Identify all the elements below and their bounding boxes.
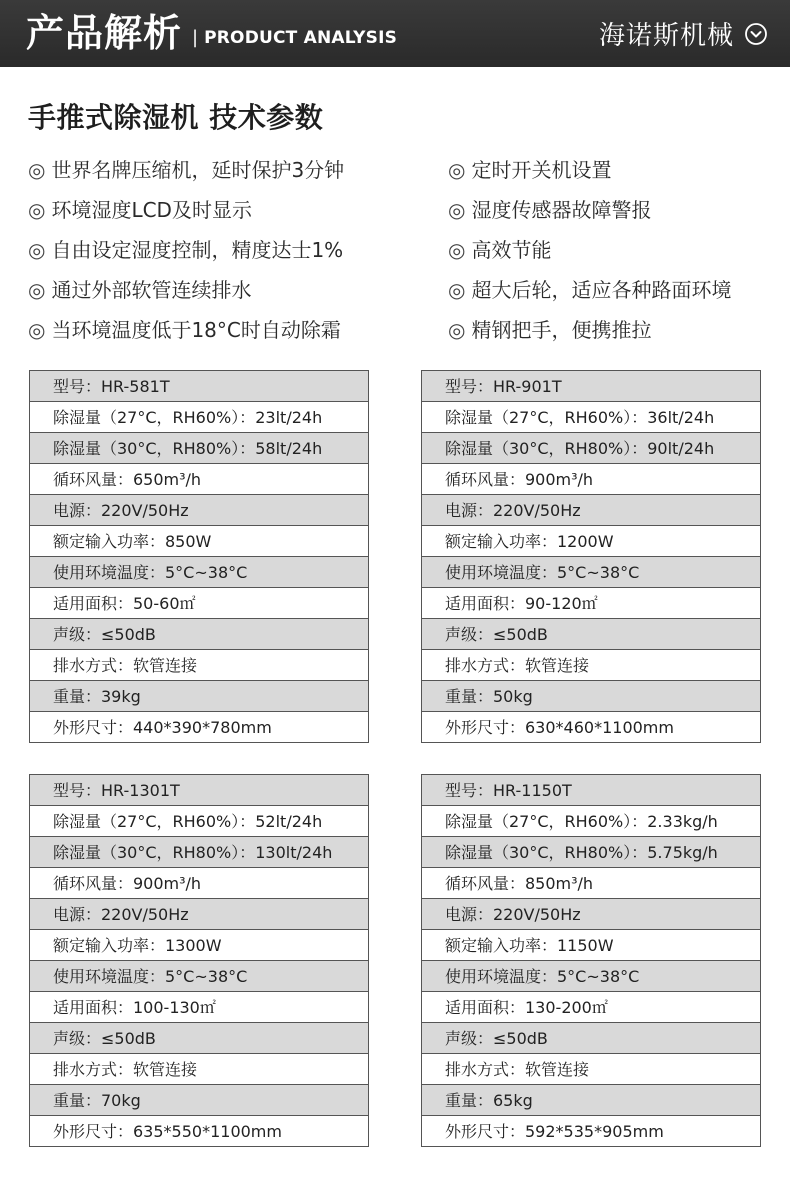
feature-text: 当环境温度低于18°C时自动除霜	[51, 318, 341, 342]
bullet-icon: ◎	[448, 278, 466, 302]
spec-row-input-power: 额定输入功率：850W	[30, 526, 368, 557]
spec-table-hr-1150t	[421, 774, 761, 1147]
feature-item	[448, 310, 651, 350]
bullet-icon: ◎	[28, 238, 46, 262]
spec-row-dehumidify-30: 除湿量（30°C，RH80%）：130lt/24h	[30, 837, 368, 868]
feature-text: 通过外部软管连续排水	[51, 278, 252, 302]
spec-row-dehumidify-27: 除湿量（27°C，RH60%）：52lt/24h	[30, 806, 368, 837]
spec-row-airflow: 循环风量：900m³/h	[422, 464, 760, 495]
feature-text: 自由设定湿度控制，精度达士1%	[51, 238, 344, 262]
spec-row-area: 适用面积：90-120㎡	[422, 588, 760, 619]
bullet-icon: ◎	[28, 158, 46, 182]
feature-item	[448, 230, 551, 270]
bullet-icon: ◎	[448, 158, 466, 182]
spec-row-model: 型号：HR-1301T	[30, 775, 368, 806]
feature-text: 湿度传感器故障警报	[471, 198, 652, 222]
feature-item	[28, 270, 251, 310]
feature-text: 定时开关机设置	[471, 158, 612, 182]
spec-row-weight: 重量：70kg	[30, 1085, 368, 1116]
feature-item	[448, 270, 731, 310]
feature-item	[448, 190, 651, 230]
feature-item	[448, 150, 611, 190]
feature-text: 环境湿度LCD及时显示	[51, 198, 252, 222]
header-title-cn: 产品解析	[26, 11, 183, 55]
spec-row-input-power: 额定输入功率：1150W	[422, 930, 760, 961]
spec-row-area: 适用面积：50-60㎡	[30, 588, 368, 619]
spec-row-drainage: 排水方式：软管连接	[30, 650, 368, 681]
bullet-icon: ◎	[448, 238, 466, 262]
spec-row-power-supply: 电源：220V/50Hz	[422, 495, 760, 526]
spec-row-input-power: 额定输入功率：1200W	[422, 526, 760, 557]
spec-table-hr-1301t	[29, 774, 369, 1147]
chevron-down-circle-icon	[744, 22, 768, 46]
spec-row-dehumidify-30: 除湿量（30°C，RH80%）：90lt/24h	[422, 433, 760, 464]
spec-row-weight: 重量：65kg	[422, 1085, 760, 1116]
spec-row-airflow: 循环风量：650m³/h	[30, 464, 368, 495]
bullet-icon: ◎	[28, 198, 46, 222]
header-title-group	[26, 8, 397, 58]
feature-item	[28, 190, 252, 230]
feature-text: 超大后轮，适应各种路面环境	[471, 278, 732, 302]
feature-item	[28, 230, 343, 270]
feature-text: 高效节能	[471, 238, 552, 262]
spec-row-dehumidify-30: 除湿量（30°C，RH80%）：58lt/24h	[30, 433, 368, 464]
spec-row-airflow: 循环风量：850m³/h	[422, 868, 760, 899]
spec-row-dimensions: 外形尺寸：630*460*1100mm	[422, 712, 760, 743]
spec-row-dehumidify-27: 除湿量（27°C，RH60%）：23lt/24h	[30, 402, 368, 433]
spec-row-model: 型号：HR-581T	[30, 371, 368, 402]
spec-row-input-power: 额定输入功率：1300W	[30, 930, 368, 961]
spec-row-noise: 声级：≤50dB	[422, 1023, 760, 1054]
spec-row-dimensions: 外形尺寸：592*535*905mm	[422, 1116, 760, 1147]
feature-text: 世界名牌压缩机，延时保护3分钟	[51, 158, 345, 182]
spec-row-airflow: 循环风量：900m³/h	[30, 868, 368, 899]
bullet-icon: ◎	[28, 318, 46, 342]
spec-row-model: 型号：HR-1150T	[422, 775, 760, 806]
feature-text: 精钢把手，便携推拉	[471, 318, 652, 342]
spec-row-dehumidify-27: 除湿量（27°C，RH60%）：36lt/24h	[422, 402, 760, 433]
spec-table-hr-901t	[421, 370, 761, 743]
spec-row-temperature: 使用环境温度：5°C~38°C	[422, 961, 760, 992]
spec-row-drainage: 排水方式：软管连接	[30, 1054, 368, 1085]
spec-row-power-supply: 电源：220V/50Hz	[30, 495, 368, 526]
spec-row-area: 适用面积：100-130㎡	[30, 992, 368, 1023]
spec-row-model: 型号：HR-901T	[422, 371, 760, 402]
spec-row-drainage: 排水方式：软管连接	[422, 1054, 760, 1085]
spec-row-noise: 声级：≤50dB	[422, 619, 760, 650]
spec-row-dehumidify-27: 除湿量（27°C，RH60%）：2.33kg/h	[422, 806, 760, 837]
bullet-icon: ◎	[28, 278, 46, 302]
page-header	[0, 0, 790, 67]
spec-row-noise: 声级：≤50dB	[30, 619, 368, 650]
spec-row-area: 适用面积：130-200㎡	[422, 992, 760, 1023]
brand-name: 海诺斯机械	[598, 21, 734, 51]
spec-row-noise: 声级：≤50dB	[30, 1023, 368, 1054]
spec-table-hr-581t	[29, 370, 369, 743]
spec-row-temperature: 使用环境温度：5°C~38°C	[30, 961, 368, 992]
spec-row-weight: 重量：50kg	[422, 681, 760, 712]
brand-group	[599, 0, 768, 67]
feature-item	[28, 150, 344, 190]
section-title: 手推式除湿机 技术参数	[28, 101, 324, 134]
header-title-en: PRODUCT ANALYSIS	[204, 28, 398, 48]
spec-row-power-supply: 电源：220V/50Hz	[30, 899, 368, 930]
spec-row-temperature: 使用环境温度：5°C~38°C	[422, 557, 760, 588]
bullet-icon: ◎	[448, 318, 466, 342]
header-separator: |	[192, 27, 199, 48]
bullet-icon: ◎	[448, 198, 466, 222]
spec-row-power-supply: 电源：220V/50Hz	[422, 899, 760, 930]
feature-item	[28, 310, 341, 350]
spec-row-dimensions: 外形尺寸：440*390*780mm	[30, 712, 368, 743]
spec-row-temperature: 使用环境温度：5°C~38°C	[30, 557, 368, 588]
spec-row-dimensions: 外形尺寸：635*550*1100mm	[30, 1116, 368, 1147]
spec-row-drainage: 排水方式：软管连接	[422, 650, 760, 681]
spec-row-weight: 重量：39kg	[30, 681, 368, 712]
spec-row-dehumidify-30: 除湿量（30°C，RH80%）：5.75kg/h	[422, 837, 760, 868]
